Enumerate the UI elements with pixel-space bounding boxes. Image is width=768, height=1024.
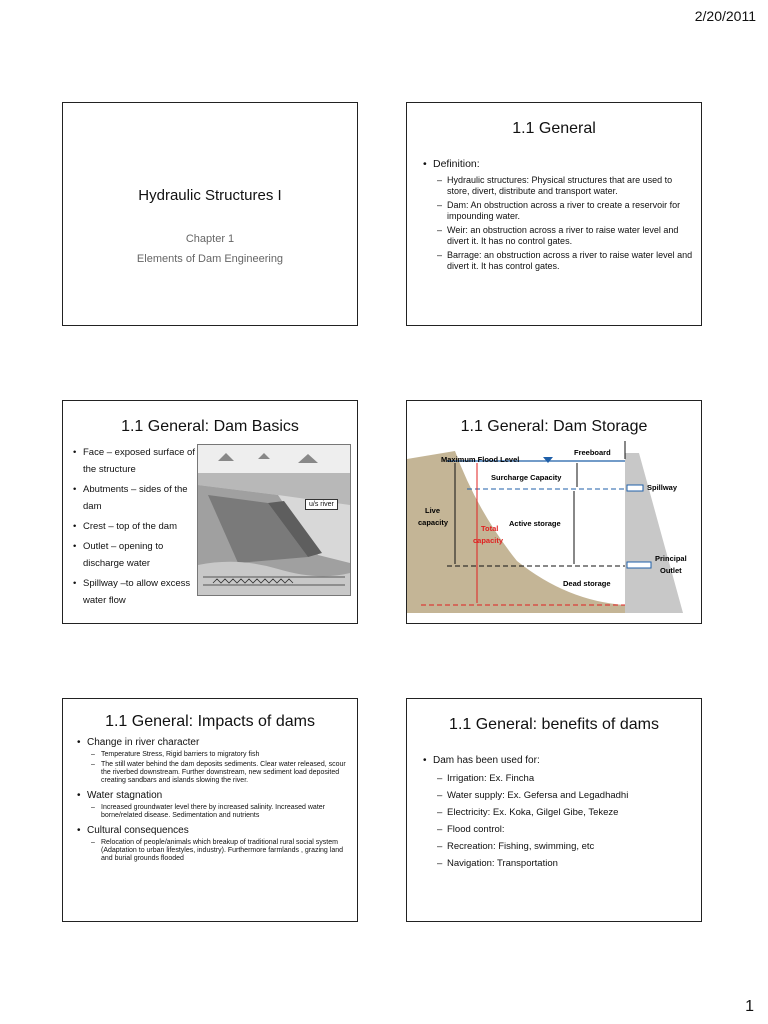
section-heading: • Water stagnation xyxy=(77,790,352,802)
sub-bullet: – Hydraulic structures: Physical structures that are used to store, divert, distribute and transport water. xyxy=(437,175,693,196)
bullet-intro: • Dam has been used for: xyxy=(423,754,693,767)
page-number: 1 xyxy=(745,998,754,1015)
slide-body xyxy=(77,735,352,863)
sub-bullet: – The still water behind the dam deposits sediments. Clear water released, scour the riverbed downstream. Further downstream, new sediment load deposited creating sandbars and islands slowing the river. xyxy=(91,761,352,785)
sub-bullet: – Electricity: Ex. Koka, Gilgel Gibe, Tekeze xyxy=(437,807,693,818)
sub-bullet: – Relocation of people/animals which breakup of traditional rural social system (Adaptation to urban lifestyles, industry). Furthermore farmlands , grazing land and burial grounds flooded xyxy=(91,839,352,863)
bullet-item: • Abutments – sides of the dam xyxy=(73,481,203,515)
freeboard-label: Freeboard xyxy=(574,448,611,457)
sub-bullet: – Increased groundwater level there by increased salinity. Increased water borne/related disease. Sedimentation and nutrients xyxy=(91,804,352,820)
spillway-label: Spillway xyxy=(647,483,678,492)
dam-illustration xyxy=(197,444,351,596)
chapter-label: Chapter 1 xyxy=(185,233,235,245)
slide-benefits-of-dams xyxy=(406,698,702,922)
spillway-outlet xyxy=(627,485,643,491)
slide-heading: 1.1 General: Dam Storage xyxy=(460,418,648,435)
bullet-item: • Spillway –to allow excess water flow xyxy=(73,575,203,609)
bullet-item: • Crest – top of the dam xyxy=(73,518,203,535)
live-label-line2: capacity xyxy=(418,518,449,527)
bullet-item: • Outlet – opening to discharge water xyxy=(73,538,203,572)
bullet-item: • Face – exposed surface of the structure xyxy=(73,444,203,478)
sub-bullet: – Barrage: an obstruction across a river to raise water level and divert it. It has control gates. xyxy=(437,250,693,271)
slide-body xyxy=(73,444,203,612)
us-river-label: u/s river xyxy=(305,499,338,510)
page-date: 2/20/2011 xyxy=(694,8,756,24)
slide-dam-storage xyxy=(406,400,702,624)
bullet-definition: • Definition: xyxy=(423,158,693,171)
sub-bullet: – Irrigation: Ex. Fincha xyxy=(437,773,693,784)
principal-outlet xyxy=(627,562,651,568)
dam-storage-diagram xyxy=(407,401,701,623)
sub-bullet: – Dam: An obstruction across a river to create a reservoir for impounding water. xyxy=(437,200,693,221)
sub-bullet: – Flood control: xyxy=(437,824,693,835)
slide-general-definitions xyxy=(406,102,702,326)
live-label-line1: Live xyxy=(425,506,441,515)
principal-outlet-label-line1: Principal xyxy=(655,554,687,563)
dam-body xyxy=(625,453,683,613)
principal-outlet-label-line2: Outlet xyxy=(660,566,682,575)
water-level-marker xyxy=(543,457,553,463)
active-storage-label: Active storage xyxy=(509,519,561,528)
slide-dam-basics xyxy=(62,400,358,624)
slide-title xyxy=(62,102,358,326)
max-flood-level-label: Maximum Flood Level xyxy=(441,455,520,464)
section-heading: • Cultural consequences xyxy=(77,825,352,837)
sub-bullet: – Weir: an obstruction across a river to raise water level and divert it. It has no control gates. xyxy=(437,225,693,246)
dam-illustration-graphic xyxy=(198,445,350,595)
slide-heading: 1.1 General: benefits of dams xyxy=(449,716,659,733)
chapter-subtitle: Elements of Dam Engineering xyxy=(136,253,284,265)
slide-body xyxy=(423,158,693,271)
slide-heading: 1.1 General: Dam Basics xyxy=(121,418,299,435)
sub-bullet: – Water supply: Ex. Gefersa and Legadhadhi xyxy=(437,790,693,801)
dead-storage-label: Dead storage xyxy=(563,579,611,588)
surcharge-capacity-label: Surcharge Capacity xyxy=(491,473,562,482)
slide-heading: 1.1 General: Impacts of dams xyxy=(105,713,315,730)
sub-bullet: – Temperature Stress, Rigid barriers to migratory fish xyxy=(91,751,352,759)
slide-title-heading: Hydraulic Structures I xyxy=(138,187,282,204)
total-label-line2: capacity xyxy=(473,536,504,545)
slide-impacts-of-dams xyxy=(62,698,358,922)
section-heading: • Change in river character xyxy=(77,737,352,749)
sub-bullet: – Recreation: Fishing, swimming, etc xyxy=(437,841,693,852)
slide-body xyxy=(423,754,693,869)
sub-bullet: – Navigation: Transportation xyxy=(437,858,693,869)
slide-heading: 1.1 General xyxy=(512,120,596,137)
total-label-line1: Total xyxy=(481,524,499,533)
